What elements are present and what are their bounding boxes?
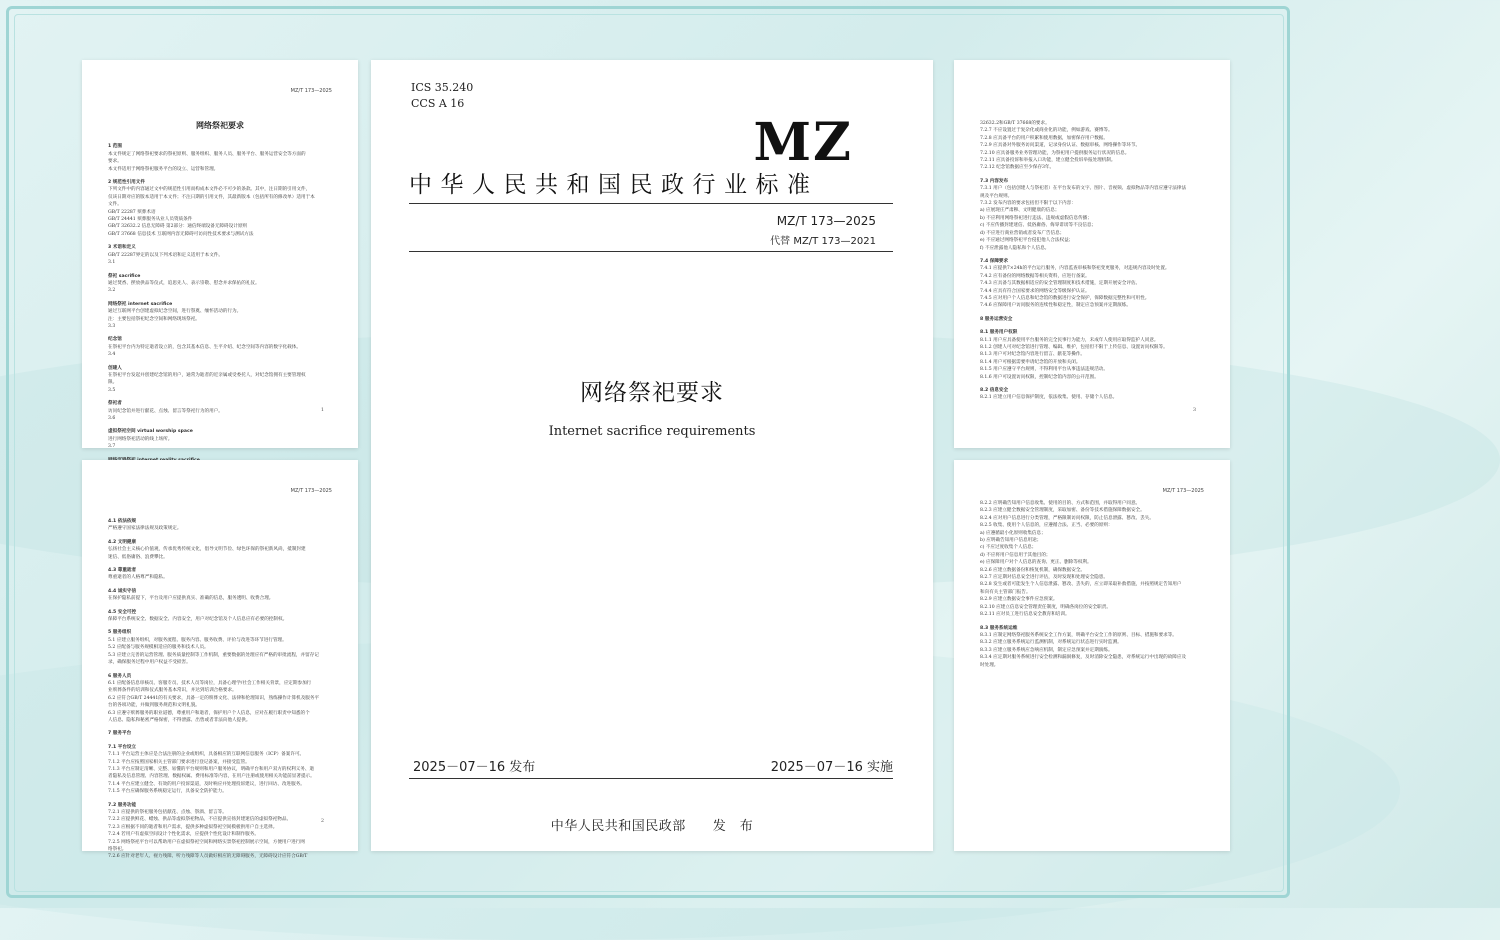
text-line: 8.3.4 应定期对服务系统进行安全检测和漏洞修复，及时消除安全隐患，对系统运行中出现的故障应及 xyxy=(980,655,1187,661)
text-line: 7.2.12 纪念馆数据应至少保存3年。 xyxy=(980,165,1055,171)
text-line: f) 不应泄露他人隐私和个人信息。 xyxy=(980,245,1050,251)
section-heading: 6 服务人员 xyxy=(108,673,132,679)
publish-date: 2025－07－16 发布 xyxy=(413,760,536,775)
page-number: 2 xyxy=(320,817,324,824)
section-heading: 4.5 安全可控 xyxy=(108,609,137,615)
text-line: 7.2.8 应具备平台的用户积累和使用数据，加密保存用户数据。 xyxy=(980,135,1108,141)
footer-divider xyxy=(409,778,893,779)
section-heading: 4.3 尊重逝者 xyxy=(108,568,137,574)
text-line: GB/T 22287 殡葬术语 xyxy=(108,209,156,215)
text-line: 8.1.6 用户可设置访问权限，控制纪念馆内容的公开范围。 xyxy=(980,374,1099,380)
text-line: 通过焚香、摆放供品等仪式，追思先人、表示崇敬、慰念并求保佑的礼仪。 xyxy=(108,280,260,286)
text-line: 和向有关主管部门报告。 xyxy=(980,589,1031,595)
text-line: 7.2.9 应具备对外服务访问渠道，记录身份认证、数据审核、网络操作等环节。 xyxy=(980,143,1141,149)
page-2 xyxy=(82,460,358,860)
text-line: 7.2.1 应提供的祭祀服务包括献花、点烛、祭酒、留言等。 xyxy=(108,810,227,815)
text-line: 在祭祀平台内为特定逝者设立的，包含其基本信息、生平介绍、纪念空间等内容的数字化载体。 xyxy=(108,344,301,350)
section-heading: 2 规范性引用文件 xyxy=(108,180,145,186)
text-line: 6.1 应配备信息审核员、客服专员、技术人员等岗位，具备心理学/社会工作相关背景，应定期参加行 xyxy=(108,680,312,686)
text-line: 5.2 应配备与服务规模相适应的服务和技术人员。 xyxy=(108,645,209,651)
text-line: GB/T 22287界定的以及下列术语和定义适用于本文件。 xyxy=(108,252,224,258)
text-line: 7.4.6 应保障用户访问服务的连续性和稳定性，制定应急预案并定期演练。 xyxy=(980,303,1131,309)
text-line: 8.3.1 应制定网络祭祀服务系统安全工作方案，明确平台安全工作的原则、目标、措施和要求等。 xyxy=(980,632,1177,638)
text-line: 7.4.5 应对用户个人信息和纪念馆的数据进行安全保护，保障数据完整性和可用性。 xyxy=(980,295,1150,301)
text-line: 时处理。 xyxy=(980,662,999,668)
text-line: 7.2.7 不应设置过于复杂化或商业化的功能，例如游戏、赛博等。 xyxy=(980,128,1113,134)
section-heading: 3 术语和定义 xyxy=(108,245,136,251)
text-line: 8.2.7 应定期对信息安全进行评估，及时发现和处理安全隐患。 xyxy=(980,575,1108,581)
text-line: 8.3.2 应建立服务系统运行监测机制，对系统运行状态进行实时监测。 xyxy=(980,640,1122,646)
text-line: 弘扬社会主义核心价值观，传承优秀传统文化，倡导文明节俭、绿色环保的祭祀新风尚，抵制封建 xyxy=(108,547,306,553)
text-line: 访问纪念馆并进行献花、点烛、留言等祭祀行为的用户。 xyxy=(108,408,223,414)
top-divider xyxy=(409,203,893,204)
cover-page xyxy=(371,60,933,851)
ccs-code: CCS A 16 xyxy=(411,97,465,110)
section-heading: 7.3 内容发布 xyxy=(980,178,1009,184)
text-line: 3.6 xyxy=(108,416,116,421)
standard-number: MZ/T 173—2025 xyxy=(776,214,876,228)
text-line: 业殡葬条件的培训和仪式服务基本常识，并达到培训合格要求。 xyxy=(108,688,237,694)
section-heading: 网络祭祀 internet sacrifice xyxy=(108,301,173,307)
text-line: 3.5 xyxy=(108,387,116,393)
text-line: 3.1 xyxy=(108,260,116,266)
national-standard-title: 中华人民共和国民政行业标准 xyxy=(409,172,819,198)
text-line: 7.1.1 平台运营主体应是合法注册的企业或组织，具备相应的互联网信息服务（ICP）备案许可。 xyxy=(108,752,305,758)
section-heading: 8.2 信息安全 xyxy=(980,388,1009,393)
text-line: 8.3.3 应建立服务系统应急响应机制，制定应急预案并定期演练。 xyxy=(980,647,1113,653)
text-line: 8.2.4 应对用户信息进行分类管理，严格限制访问权限，防止信息泄露、篡改、丢失。 xyxy=(980,515,1154,521)
text-line: 7.3.2 发布内容的要求包括但不限于以下内容： xyxy=(980,201,1076,207)
text-line: e) 不应通过网络祭祀平台侵犯他人合法权益； xyxy=(980,238,1074,244)
text-line: 3.3 xyxy=(108,323,116,329)
text-line: 7.1.3 平台应制定清晰、完整、易懂的平台规则和用户服务协议，明确平台和用户双方的权利义务、逝 xyxy=(108,766,315,772)
text-line: 7.2.10 应具备服务业务管理功能，为祭祀用户提供服务运行状况的信息。 xyxy=(980,150,1130,156)
document-title-en: Internet sacrifice requirements xyxy=(548,424,756,439)
text-line: 7.2.2 应提供鲜花、蜡烛、供品等虚拟祭祀物品，不应提供宣扬封建迷信的虚拟祭祀物品。 xyxy=(108,817,292,823)
text-line: 7.1.2 平台应按照国家相关主管部门要求进行登记备案，并接受监管。 xyxy=(108,759,250,765)
text-line: 6.3 应遵守殡葬服务的职业道德，尊重用户和逝者，保护用户个人信息，应对在履行职责中知悉的个 xyxy=(108,710,310,716)
text-line: 3.7 xyxy=(108,444,116,450)
text-line: 7.4.1 应提供7×24h的平台运行服务，内容监查审核和祭祀变更服务，对违规内容及时处置。 xyxy=(980,266,1170,272)
section-heading: 4.4 诚实守信 xyxy=(108,588,137,594)
text-line: 7.2.3 应根据不同的逝者和用户需求，提供多种虚拟祭祀空间模板供用户自主选择。 xyxy=(108,824,278,830)
text-line: d) 不应进行商业营销或者发布广告信息； xyxy=(980,230,1065,236)
text-line: 要求。 xyxy=(108,159,122,165)
section-heading: 7 服务平台 xyxy=(108,731,132,737)
issuer: 中华人民共和国民政部 发 布 xyxy=(550,819,754,834)
section-heading: 8.1 服务用户权限 xyxy=(980,330,1018,336)
text-line: 文件。 xyxy=(108,202,122,208)
text-line: 8.1.5 用户应遵守平台规则，不得利用平台从事违法违规活动。 xyxy=(980,367,1108,373)
page-header: MZ/T 173—2025 xyxy=(290,488,332,494)
text-line: 8.1.4 用户可根据需要申请纪念馆的开放和关闭。 xyxy=(980,359,1081,365)
text-line: e) 应保障用户对个人信息的查询、更正、删除等权利。 xyxy=(980,560,1092,566)
text-line: d) 不应将用户信息用于其他目的； xyxy=(980,552,1051,558)
text-line: 络祭祀。 xyxy=(108,847,127,853)
text-line: 人信息、隐私和秘密严格保密，不得泄露、出售或者非法向他人提供。 xyxy=(108,717,251,723)
text-line: 7.4.4 应具有符合国家要求的网络安全等级保护认证。 xyxy=(980,288,1090,294)
text-line: 8.2.10 应建立信息安全管理责任制度，明确各岗位的安全职责。 xyxy=(980,604,1111,610)
header-divider xyxy=(409,251,893,252)
text-line: 8.2.1 应建立用户信息保护制度，依法收集、使用、存储个人信息。 xyxy=(980,395,1118,401)
text-line: 5.1 应建立服务组织，对服务流程、服务内容、服务收费、评价与改进等环节进行管理。 xyxy=(108,637,287,643)
section-heading: 7.1 平台设立 xyxy=(108,744,137,750)
text-line: 7.4.3 应具备与其数据相适应的安全管理制度和技术措施，定期开展安全评估。 xyxy=(980,281,1141,287)
page-number: 1 xyxy=(320,406,324,413)
page-body xyxy=(980,120,1204,402)
section-heading: 纪念馆 xyxy=(108,337,122,343)
text-line: 通过互联网平台创建虚拟纪念空间，进行祭奠、缅怀活动的行为。 xyxy=(108,309,242,315)
page-1 xyxy=(82,60,358,448)
page-body xyxy=(108,143,332,499)
page-header: MZ/T 173—2025 xyxy=(1162,488,1204,494)
text-line: 注：主要包括祭祀纪念空间和网络现场祭祀。 xyxy=(108,316,200,322)
page-header: MZ/T 173—2025 xyxy=(290,88,332,94)
text-line: GB/T 37668 信息技术 互联网内容无障碍可访问性技术要求与测试方法 xyxy=(108,231,254,237)
text-line: 8.2.9 应建立数据安全事件应急预案。 xyxy=(980,597,1058,603)
text-line: 进行网络祭祀活动的线上场所。 xyxy=(108,436,173,442)
section-heading: 8 服务运营安全 xyxy=(980,316,1013,322)
text-line: 8.2.8 发生或者可能发生个人信息泄露、篡改、丢失的，应立即采取补救措施，并按照规定告知用户 xyxy=(980,582,1182,588)
text-line: 8.2.3 应建立健全数据安全管理制度，采取加密、备份等技术措施保障数据安全。 xyxy=(980,508,1145,514)
section-heading: 5 服务组织 xyxy=(108,630,132,636)
section-heading: 7.4 保障要求 xyxy=(980,258,1009,264)
mz-logo: MZ xyxy=(753,112,853,173)
text-line: 8.2.6 应建立数据备份和恢复机制，确保数据安全。 xyxy=(980,567,1086,573)
text-line: 规及平台规则。 xyxy=(980,193,1013,199)
section-heading: 创建人 xyxy=(108,365,122,371)
page-4 xyxy=(954,460,1230,851)
text-line: c) 不应传播封建迷信、低俗庸俗、侮辱诽谤等不良信息； xyxy=(980,223,1097,229)
text-line: 8.2.5 收集、使用个人信息的，应遵循合法、正当、必要的原则： xyxy=(980,523,1113,529)
section-heading: 4.1 依法依规 xyxy=(108,519,137,524)
page-3 xyxy=(954,60,1230,448)
text-line: 者隐私及信息管理、内容管理、数据权属、费用标准等内容，在用户注册或使用相关功能前显著提示。 xyxy=(108,774,315,780)
text-line: 32632.2和GB/T 37668的要求。 xyxy=(980,121,1050,126)
classification-codes xyxy=(411,80,473,112)
text-line: 7.2.5 网络祭祀平台可以帮助用户在虚拟祭祀空间和网络实景祭祀控制展示空间，方便用户进行网 xyxy=(108,839,305,845)
text-line: 8.1.1 用户应具备使用平台服务的完全民事行为能力，未成年人使用应取得监护人同意。 xyxy=(980,337,1159,343)
text-line: 7.1.4 平台应建立健全、有效的用户投诉渠道，及时响应并处理投诉建议，进行回访、改进服务。 xyxy=(108,781,305,787)
section-heading: 虚拟祭祀空间 virtual worship space xyxy=(108,429,193,435)
replaces-standard: 代替 MZ/T 173—2021 xyxy=(770,236,876,247)
text-line: 保障平台系统安全、数据安全、内容安全，用户对纪念馆及个人信息应有必要的控制权。 xyxy=(108,617,288,623)
section-heading: 4.2 文明健康 xyxy=(108,539,137,545)
text-line: 8.1.3 用户可对纪念馆内容进行留言、献花等操作。 xyxy=(980,352,1086,358)
text-line: 迷信、低俗庸俗、浪费攀比。 xyxy=(108,554,168,560)
text-line: 仅该日期对应的版本适用于本文件；不注日期的引用文件，其最新版本（包括所有的修改单）适用于本 xyxy=(108,194,315,200)
text-line: 在保护隐私前提下，平台及用户应提供真实、准确的信息，服务透明、收费合理。 xyxy=(108,596,274,602)
text-line: 3.2 xyxy=(108,288,116,294)
text-line: 本文件规定了网络祭祀要求的祭祀原则、服务组织、服务人员、服务平台、服务运营安全等方面的 xyxy=(108,151,306,157)
text-line: 尊重逝者的人格尊严和隐私。 xyxy=(108,575,168,581)
section-heading: 祭祀 sacrifice xyxy=(108,273,141,279)
text-line: 8.2.2 应明确告知用户信息收集、使用的目的、方式和范围，并取得用户同意。 xyxy=(980,501,1141,506)
page-body xyxy=(980,500,1204,669)
text-line: 台的各项功能，并做到服务规范和文明礼貌。 xyxy=(108,703,200,709)
text-line: 7.2.11 应具备投诉和举报入口功能，建立健全投诉举报处理机制。 xyxy=(980,158,1116,164)
text-line: GB/T 32632.2 信息无障碍 第2部分：通信终端设备无障碍设计原则 xyxy=(108,224,248,230)
document-title-cn: 网络祭祀要求 xyxy=(580,380,724,406)
text-line: 7.4.2 应有备份的网络数据等相关资料，应进行备案。 xyxy=(980,273,1090,279)
text-line: 在祭祀平台发起并创建纪念馆的用户，通常为逝者的近亲属或受委托人，对纪念馆拥有主要管理权 xyxy=(108,372,306,378)
text-line: 3.4 xyxy=(108,352,116,358)
text-line: 本文件适用于网络祭祀服务平台的设立、运营和管理。 xyxy=(108,166,219,172)
text-line: a) 应遵循最小化原则收集信息； xyxy=(980,530,1046,536)
ics-code: ICS 35.240 xyxy=(411,81,474,94)
implement-date: 2025－07－16 实施 xyxy=(770,760,893,775)
section-heading: 1 范围 xyxy=(108,144,122,150)
text-line: 录，确保服务过程中用户权益不受损害。 xyxy=(108,660,191,666)
text-line: GB/T 24441 殡葬服务从业人员资质条件 xyxy=(108,217,193,223)
text-line: c) 不应过度收集个人信息； xyxy=(980,545,1037,551)
text-line: 7.1.5 平台应确保服务系统稳定运行，具备安全防护能力。 xyxy=(108,789,227,795)
text-line: 限。 xyxy=(108,380,118,386)
text-line: 下列文件中的内容通过文中的规范性引用而构成本文件必不可少的条款。其中，注日期的引用文件， xyxy=(108,187,311,193)
text-line: b) 不应利用网络祭祀进行违法、违规或虚假信息传播； xyxy=(980,215,1092,221)
text-line: a) 应展现庄严肃穆、文明健康的信息； xyxy=(980,208,1060,214)
page-title: 网络祭祀要求 xyxy=(196,120,244,130)
section-heading: 祭祀者 xyxy=(108,401,122,407)
section-heading: 7.2 服务功能 xyxy=(108,802,137,808)
text-line: 8.1.2 创建人可对纪念馆进行管理、编辑、维护，包括但不限于上传信息、设置访问权限等。 xyxy=(980,344,1168,350)
text-line: 7.2.6 应针对老年人、视力残障、听力残障等人员做好相应的无障碍服务，无障碍设计应符合GB/T xyxy=(108,854,308,860)
text-line: 7.2.4 若用户有虚拟空间设计个性化需求，应提供个性化设计和制作服务。 xyxy=(108,832,259,838)
text-line: b) 应明确告知用户信息用途； xyxy=(980,538,1042,544)
page-body xyxy=(108,518,332,861)
text-line: 5.3 应建立完善的运营管理、服务质量控制等工作机制，重要数据的处理应有严格的审批流程，并留存记 xyxy=(108,652,319,658)
text-line: 8.2.11 应对员工进行信息安全教育和培训。 xyxy=(980,612,1070,618)
text-line: 严格遵守国家法律法规及政策规定。 xyxy=(108,526,182,532)
text-line: 6.2 应符合GB/T 24441的有关要求，具备一定的殡葬文化、法律和伦理知识，熟练操作计算机及服务平 xyxy=(108,695,320,701)
section-heading: 8.3 服务系统运维 xyxy=(980,625,1018,631)
text-line: 7.3.1 用户（包括创建人与祭祀者）在平台发布的文字、图片、音视频、虚拟物品等内容应遵守法律法 xyxy=(980,186,1187,192)
page-number: 3 xyxy=(1192,406,1196,413)
